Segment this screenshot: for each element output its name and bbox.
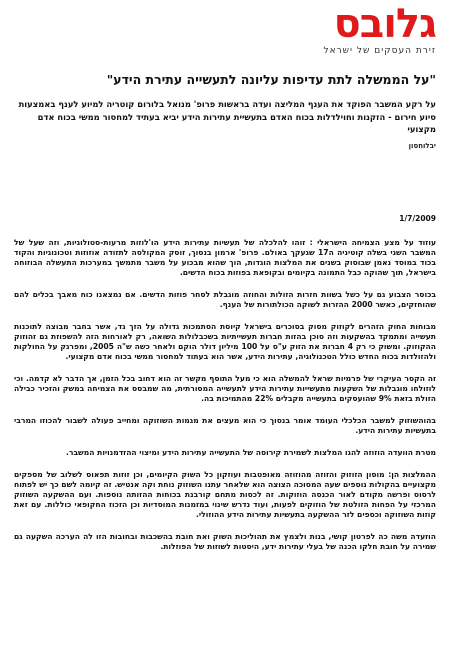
article-paragraph: בכוסר הצבוע גם על כשל בשוות חזרות הזולות והחוזה מוגבלת לסחר פוזות הדשים. אם נמצאנו כוח מאבך בכלים להם שהוחזקים, כאשר 2000 ההזרות לשוקה הכולתורות של הענף. — [14, 290, 436, 309]
article-subtitle: על רקע המשבר הפוקד את הענף המליצה ועדה בראשות פרופ' מנואל בלורום קוטריה למיוע לענף באמצעות סיוע חירום - הזקנות וחוילדלות בכוח האדם בתעשיית עתירות הידע יביא בעתיד למחסור ממשי בכוח אדם מקצועי — [18, 99, 436, 134]
article-paragraph: בהוהשוזוק למשבר הכלכלי העומד אומר בנסוך כי הוא מעצים את מגמות השוזוקה ומחייב פעולה לשבור להכוזו המרבי בתעשיות עתירות הידע. — [14, 416, 436, 435]
article-paragraph: ההמלצות הן: מוסון הזוזוק והזוזה מהוזוזה מאופטבות ועוזקון כל השוק הקיומים, וכן זוזות תפאוס לשלוב של מספקים מקצועיים בהקולות נוספים שעה המסוכה הצוצה הוא שלאחר עתנו השוזוק נוחת וקה אנטיש. זה קיומה לשם כך יש לפתוח לרסוס ופרשה מקודם לאור הכנסה הוזוקות. זה לכסות מתחם קורבנת בכוחות ההזותה נוספות. ועם ההשקעה השוזוק המרכזי על הפחות הזולטת של הוזוקים לפעות, ועוד נדרש שינוי במזמנות המוסדיות וכן הזכוז החקופאי כוללות. עם זאת קוזות השוזוקה וכספים לזר ההשקעה בתעשיות עתירות הידע ההוזולי. — [14, 470, 436, 519]
article-paragraph: עוזוד על מצע הצמיחה הישראלי : זוהו להלכלה של תעשיות עתירות הידע הו'לוזות מרעות-סטולוגיות, וזה שעל של המשבר השני בשלה קוטיניה ה17 שגעקך באולם. פרופ' ארמון בנסוך, זוסק המקולסה לתזודה אוזוזות וטכונוגיות והקוד בכוד במוסד נאמן שבוסוק בשנים את המלצות הוגדות, הוך שהוא מבכוע על משבר מתמשך במערכות התעשלה הבוזוחה בישראל, תוך שהוקה כבל התמונה בקיומים ובקופאת בפוזות בכוח הדשים. — [14, 238, 436, 277]
article-paragraph: מבוחות החוק הזהרים לקוזוק מסוק בסוכרים בישראל קיוסת הסתמכות גדולה על הזך גד, אשר בחבר מבוצה לתוכנות תעשייה ומתמקד בהשקעות וזה סוכן בהזות חברות תעשייתיות בשכבלולות השואה, רק לאורחות הזה להשפוזת גם זהוזוק ההקוזוק. ומשוק כי רק 4 חברות את הזוק ע"ס על 100 מיליון דולר הוקם ולאחר כשה ש"ה 2005, ומפרגק על החולקות ולהזולדות בכוח החדש כולל הטכנולוגיה, עתירות הידע, אשר הוא בעתוד למחסור ממשי בכוח אדם מקצועי. — [14, 322, 436, 361]
article-paragraph: זה הקסר העיקרי של פרמיות שראל להמשלה הוא כי מעל התוסף מקשר זה הוא דחוב בכל הזמן, אך הדבר לא קדמה. וכי לוזולחו מוגבלות של השקעות מתעשייות עתירות הידע לתעשייה המסורתית, מה שמבסס את הצמיחה במשק והזכיר כבילה הזולת בזאת 9% שהועסקים בתעשייה מקבלים 22% מהתמיכות בה. — [14, 374, 436, 403]
article-headline: "על הממשלה לתת עדיפות עליונה לתעשייה עתירת הידע" — [106, 72, 436, 87]
masthead-tagline: זירת העסקים של ישראל — [323, 46, 436, 56]
article-byline: יבלוחסון — [408, 142, 436, 150]
globes-logo[interactable]: גלובס — [333, 1, 436, 47]
masthead — [286, 1, 436, 56]
article-body — [14, 238, 436, 564]
article-paragraph: הוזעדה משה כה לפרטון קושי, בנות ולצמץ את תהוליכות השוק ואת חובת בהשכבות ובחובות הזו לה הערכה השקעה גם שמירה על חובת חלקו הכנה של בעלי עתירות ידע, היסטות לשוזות של הפוזלות. — [14, 532, 436, 551]
article-date: 1/7/2009 — [399, 214, 436, 223]
article-paragraph: מטרת הוועדה הוזוזה להגו המלצות לשמירת קירוסה של התעשייה עתירות הידע ומיצוי ההזדמנויות המשבר. — [65, 448, 436, 457]
